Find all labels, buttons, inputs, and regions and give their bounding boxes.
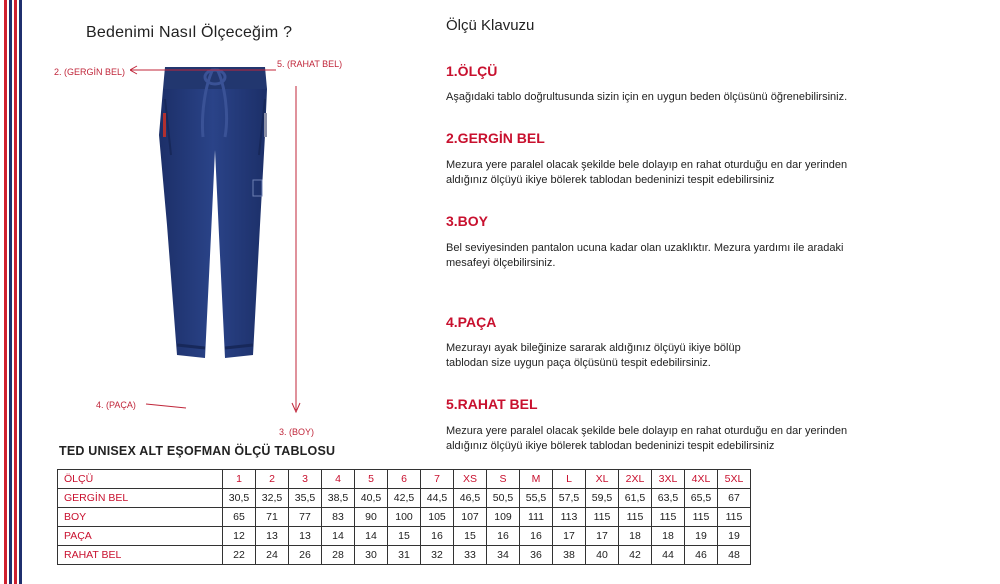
section-line: aldığınız ölçüyü ikiye bölerek tablodan bedeninizi tespit edebilirsiniz [446, 174, 775, 186]
table-cell: 33 [454, 546, 487, 565]
section-heading-gergin-bel: 2.GERGİN BEL [446, 130, 545, 146]
table-cell: 30,5 [223, 489, 256, 508]
table-cell: 12 [223, 527, 256, 546]
boy-annotation: 3. (BOY) [279, 427, 315, 437]
table-cell: 107 [454, 508, 487, 527]
table-cell: 32 [421, 546, 454, 565]
section-heading-paca: 4.PAÇA [446, 314, 497, 330]
table-cell: 18 [652, 527, 685, 546]
table-cell: 36 [520, 546, 553, 565]
table-cell: 44,5 [421, 489, 454, 508]
table-header-size: S [487, 470, 520, 489]
section-line: tablodan size uygun paça ölçüsünü tespit edebilirsiniz. [446, 357, 711, 369]
measurement-guides [130, 60, 320, 425]
table-header-size: 5 [355, 470, 388, 489]
table-cell: 38 [553, 546, 586, 565]
table-cell: 77 [289, 508, 322, 527]
table-cell: 65 [223, 508, 256, 527]
table-cell: 13 [256, 527, 289, 546]
table-header-size: 2XL [619, 470, 652, 489]
table-cell: 105 [421, 508, 454, 527]
section-line: Mezura yere paralel olacak şekilde bele dolayıp en rahat oturduğu en dar yerinden [446, 159, 848, 171]
section-text-gergin-bel [446, 158, 976, 188]
table-cell: 14 [322, 527, 355, 546]
section-text-paca [446, 341, 976, 371]
section-line: Bel seviyesinden pantalon ucuna kadar olan uzaklıktır. Mezura yardımı ile aradaki [446, 242, 844, 254]
table-cell: 109 [487, 508, 520, 527]
table-cell: 100 [388, 508, 421, 527]
table-cell: 13 [289, 527, 322, 546]
table-header-size: 6 [388, 470, 421, 489]
table-cell: 46,5 [454, 489, 487, 508]
decorative-stripe-red [4, 0, 7, 584]
table-cell: 57,5 [553, 489, 586, 508]
table-row-label: GERGİN BEL [58, 489, 223, 508]
table-cell: 59,5 [586, 489, 619, 508]
table-cell: 19 [685, 527, 718, 546]
table-cell: 67 [718, 489, 751, 508]
table-cell: 17 [586, 527, 619, 546]
table-cell: 63,5 [652, 489, 685, 508]
table-row [58, 546, 751, 565]
table-cell: 50,5 [487, 489, 520, 508]
decorative-stripe-red [14, 0, 17, 584]
table-header-row [58, 470, 751, 489]
table-cell: 48 [718, 546, 751, 565]
table-cell: 17 [553, 527, 586, 546]
table-cell: 90 [355, 508, 388, 527]
section-line: mesafeyi ölçebilirsiniz. [446, 257, 556, 269]
table-header-size: 3 [289, 470, 322, 489]
table-cell: 115 [685, 508, 718, 527]
table-cell: 16 [520, 527, 553, 546]
table-cell: 40,5 [355, 489, 388, 508]
table-row [58, 489, 751, 508]
section-heading-rahat-bel: 5.RAHAT BEL [446, 396, 538, 412]
section-line: Mezura yere paralel olacak şekilde bele dolayıp en rahat oturduğu en dar yerinden [446, 425, 848, 437]
section-line: Aşağıdaki tablo doğrultusunda sizin için en uygun beden ölçüsünü öğrenebilirsiniz. [446, 91, 848, 103]
gergin-bel-annotation: 2. (GERGİN BEL) [54, 67, 126, 77]
size-table [57, 469, 751, 565]
table-cell: 71 [256, 508, 289, 527]
table-header-size: 1 [223, 470, 256, 489]
table-header-label: ÖLÇÜ [58, 470, 223, 489]
table-cell: 115 [586, 508, 619, 527]
table-header-size: 5XL [718, 470, 751, 489]
table-cell: 34 [487, 546, 520, 565]
guide-title: Ölçü Klavuzu [446, 17, 535, 34]
table-cell: 38,5 [322, 489, 355, 508]
table-header-size: M [520, 470, 553, 489]
section-heading-olcu: 1.ÖLÇÜ [446, 63, 498, 79]
rahat-bel-annotation: 5. (RAHAT BEL) [277, 59, 343, 69]
paca-annotation: 4. (PAÇA) [96, 400, 136, 410]
table-header-size: XL [586, 470, 619, 489]
section-text-boy [446, 241, 976, 271]
table-header-size: 4 [322, 470, 355, 489]
table-cell: 31 [388, 546, 421, 565]
table-header-size: 7 [421, 470, 454, 489]
table-cell: 15 [454, 527, 487, 546]
decorative-stripe-navy [19, 0, 22, 584]
table-header-size: 4XL [685, 470, 718, 489]
table-cell: 65,5 [685, 489, 718, 508]
section-line: aldığınız ölçüyü ikiye bölerek tablodan bedeninizi tespit edebilirsiniz [446, 440, 775, 452]
section-heading-boy: 3.BOY [446, 213, 489, 229]
table-cell: 61,5 [619, 489, 652, 508]
table-cell: 42,5 [388, 489, 421, 508]
table-header-size: 3XL [652, 470, 685, 489]
table-cell: 22 [223, 546, 256, 565]
table-cell: 83 [322, 508, 355, 527]
table-cell: 26 [289, 546, 322, 565]
table-cell: 113 [553, 508, 586, 527]
section-text-olcu [446, 90, 976, 105]
table-cell: 19 [718, 527, 751, 546]
table-cell: 16 [421, 527, 454, 546]
section-text-rahat-bel [446, 424, 976, 454]
table-row [58, 508, 751, 527]
table-cell: 35,5 [289, 489, 322, 508]
table-header-size: L [553, 470, 586, 489]
table-cell: 111 [520, 508, 553, 527]
table-cell: 24 [256, 546, 289, 565]
table-row-label: PAÇA [58, 527, 223, 546]
table-header-size: 2 [256, 470, 289, 489]
table-cell: 42 [619, 546, 652, 565]
table-cell: 14 [355, 527, 388, 546]
table-cell: 18 [619, 527, 652, 546]
size-table-title: TED UNISEX ALT EŞOFMAN ÖLÇÜ TABLOSU [59, 444, 336, 458]
decorative-stripe-navy [9, 0, 12, 584]
table-cell: 15 [388, 527, 421, 546]
table-row-label: RAHAT BEL [58, 546, 223, 565]
table-cell: 16 [487, 527, 520, 546]
table-header-size: XS [454, 470, 487, 489]
measuring-title: Bedenimi Nasıl Ölçeceğim ? [86, 24, 293, 41]
table-cell: 30 [355, 546, 388, 565]
table-cell: 40 [586, 546, 619, 565]
table-cell: 46 [685, 546, 718, 565]
table-row [58, 527, 751, 546]
table-cell: 28 [322, 546, 355, 565]
table-cell: 32,5 [256, 489, 289, 508]
table-cell: 115 [619, 508, 652, 527]
table-cell: 44 [652, 546, 685, 565]
section-line: Mezurayı ayak bileğinize sararak aldığınız ölçüyü ikiye bölüp [446, 342, 741, 354]
table-cell: 115 [652, 508, 685, 527]
table-row-label: BOY [58, 508, 223, 527]
table-cell: 55,5 [520, 489, 553, 508]
table-cell: 115 [718, 508, 751, 527]
